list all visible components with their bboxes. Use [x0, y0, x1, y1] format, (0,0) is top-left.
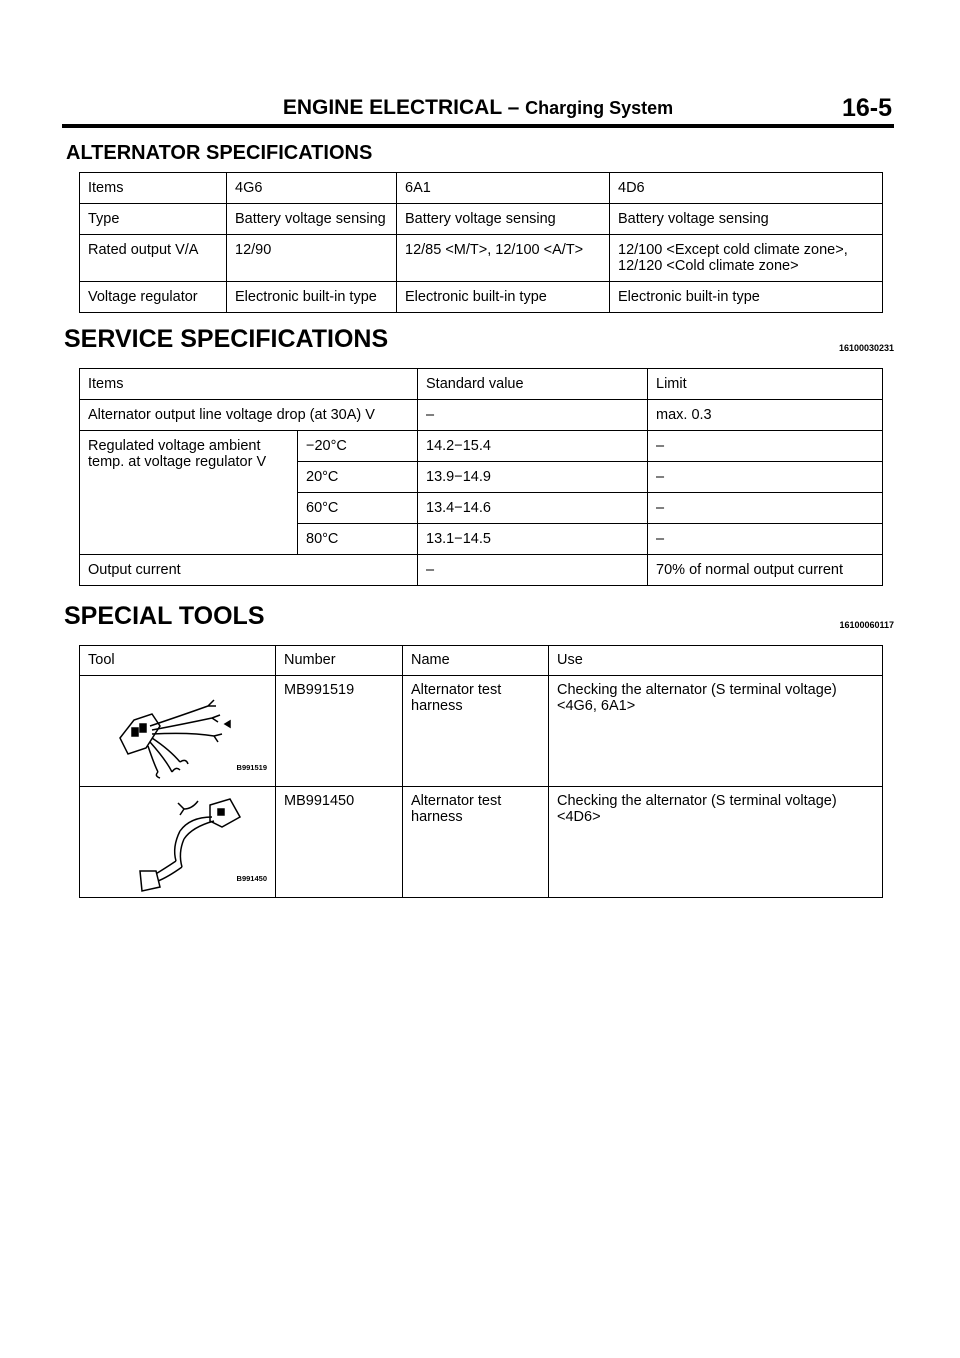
- cell-line: harness: [411, 809, 463, 825]
- header-title: [62, 96, 894, 120]
- table-cell: 4D6: [610, 173, 883, 204]
- table-cell: max. 0.3: [648, 400, 883, 431]
- cell-line: Checking the alternator (S terminal voltage): [557, 793, 837, 809]
- table-cell: 4G6: [227, 173, 397, 204]
- table-cell: [549, 787, 883, 898]
- table-cell: 20°C: [298, 462, 418, 493]
- table-cell: 6A1: [397, 173, 610, 204]
- table-cell: –: [648, 493, 883, 524]
- table-cell: Battery voltage sensing: [610, 204, 883, 235]
- cell-line: Regulated voltage ambient: [88, 438, 261, 454]
- table-cell: [403, 676, 549, 787]
- table-cell: Use: [549, 646, 883, 676]
- table-cell: Electronic built-in type: [397, 282, 610, 313]
- table-cell: [610, 235, 883, 282]
- table-cell: 60°C: [298, 493, 418, 524]
- cell-line: <4G6, 6A1>: [557, 698, 636, 714]
- header-title-sub: Charging System: [525, 98, 674, 118]
- table-cell: Battery voltage sensing: [227, 204, 397, 235]
- table-row: [80, 676, 883, 787]
- header-title-main: ENGINE ELECTRICAL: [282, 96, 502, 119]
- table-cell: Standard value: [418, 369, 648, 400]
- table-row: [80, 173, 883, 204]
- table-cell: Type: [80, 204, 227, 235]
- table-cell: MB991519: [276, 676, 403, 787]
- table-cell: Number: [276, 646, 403, 676]
- cell-line: temp. at voltage regulator V: [88, 454, 267, 470]
- tool-image-code: B991450: [236, 874, 267, 883]
- header-rule: [62, 124, 894, 128]
- table-row: [80, 400, 883, 431]
- table-row: [80, 204, 883, 235]
- table-cell: 80°C: [298, 524, 418, 555]
- table-cell: MB991450: [276, 787, 403, 898]
- tool-image-code: B991519: [236, 763, 267, 772]
- special-tools-code: 16100060117: [839, 620, 894, 630]
- table-cell: Alternator output line voltage drop (at 30A) V: [80, 400, 418, 431]
- cell-line: <4D6>: [557, 809, 601, 825]
- header-title-dash: –: [501, 96, 526, 119]
- cell-line: harness: [411, 698, 463, 714]
- tool-image-cell: [80, 676, 276, 787]
- table-cell: Items: [80, 369, 418, 400]
- table-row: [80, 555, 883, 586]
- service-specifications-code: 16100030231: [838, 343, 894, 353]
- table-cell: 13.4−14.6: [418, 493, 648, 524]
- table-row: [80, 235, 883, 282]
- table-cell: Voltage regulator: [80, 282, 227, 313]
- table-cell: –: [648, 431, 883, 462]
- service-specifications-title: SERVICE SPECIFICATIONS: [64, 325, 389, 353]
- table-cell: Name: [403, 646, 549, 676]
- table-row: [80, 369, 883, 400]
- table-row: [80, 646, 883, 676]
- table-cell: –: [648, 462, 883, 493]
- cell-line: Alternator test: [411, 682, 502, 698]
- alternator-specifications-title: ALTERNATOR SPECIFICATIONS: [66, 142, 373, 164]
- table-cell: Electronic built-in type: [610, 282, 883, 313]
- table-row: [80, 282, 883, 313]
- service-specifications-table: [79, 368, 883, 586]
- special-tools-table: [79, 645, 883, 898]
- table-row: [80, 787, 883, 898]
- table-cell: Rated output V/A: [80, 235, 227, 282]
- table-cell: [403, 787, 549, 898]
- table-cell: Tool: [80, 646, 276, 676]
- table-cell: Battery voltage sensing: [397, 204, 610, 235]
- tool-image-cell: [80, 787, 276, 898]
- page-number: 16-5: [841, 94, 892, 122]
- table-cell: Output current: [80, 555, 418, 586]
- alternator-specifications-table: [79, 172, 883, 313]
- table-cell: 12/90: [227, 235, 397, 282]
- special-tools-title: SPECIAL TOOLS: [64, 602, 265, 630]
- table-cell: –: [418, 555, 648, 586]
- table-cell: 70% of normal output current: [648, 555, 883, 586]
- table-cell: Electronic built-in type: [227, 282, 397, 313]
- table-cell: −20°C: [298, 431, 418, 462]
- table-cell: 13.1−14.5: [418, 524, 648, 555]
- table-cell: 12/85 <M/T>, 12/100 <A/T>: [397, 235, 610, 282]
- cell-line: Checking the alternator (S terminal voltage): [557, 682, 837, 698]
- table-cell: Limit: [648, 369, 883, 400]
- cell-line: 12/100 <Except cold climate zone>,: [618, 242, 848, 258]
- cell-line: Alternator test: [411, 793, 502, 809]
- cell-line: 12/120 <Cold climate zone>: [618, 258, 799, 274]
- page-header: [62, 96, 894, 124]
- table-cell: 13.9−14.9: [418, 462, 648, 493]
- table-cell: Items: [80, 173, 227, 204]
- table-cell: [80, 431, 298, 555]
- table-cell: 14.2−15.4: [418, 431, 648, 462]
- table-cell: –: [418, 400, 648, 431]
- table-cell: –: [648, 524, 883, 555]
- table-cell: [549, 676, 883, 787]
- table-row: [80, 431, 883, 462]
